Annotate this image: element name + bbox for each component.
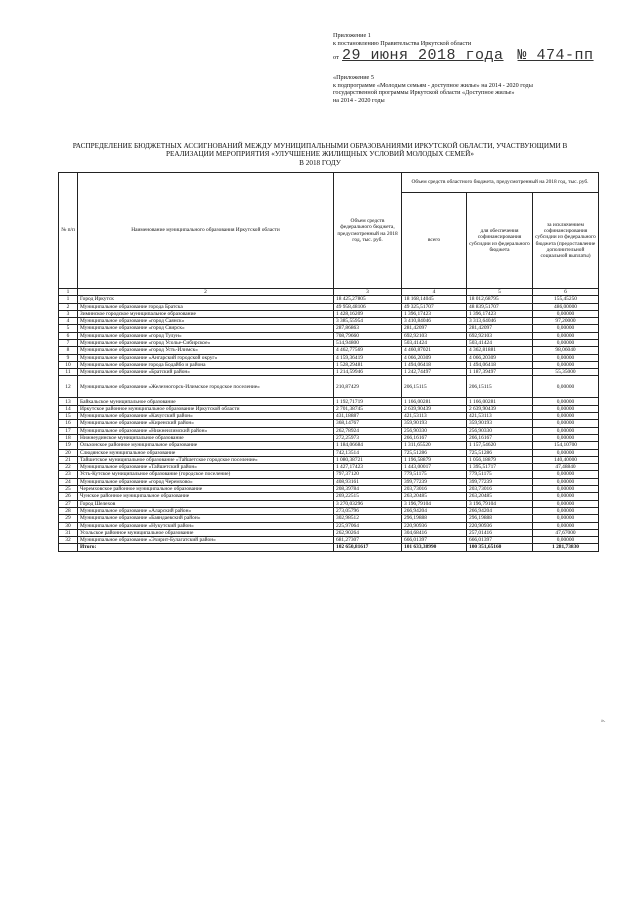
row-excluding: 0,00000 [533, 376, 599, 398]
row-regional-total: 779,51175 [402, 471, 467, 478]
row-municipality: Ольхонское районное муниципальное образование [78, 442, 334, 449]
row-excluding: 0,00000 [533, 515, 599, 522]
row-excluding: 140,40000 [533, 456, 599, 463]
total-regional: 101 633,38990 [402, 544, 467, 551]
row-municipality: Усть-Кутское муниципальное образование (городское поселение) [78, 471, 334, 478]
row-regional-total: 359,90193 [402, 420, 467, 427]
row-excluding: 0,00000 [533, 325, 599, 332]
row-municipality: Муниципальное образование «город Усть-Илимск» [78, 347, 334, 354]
annex-resolution-line: к постановлению Правительства Иркутской области [333, 40, 472, 47]
row-cofinance: 296,19888 [467, 515, 533, 522]
row-federal: 431,18887 [334, 413, 402, 420]
row-federal: 2 701,38745 [334, 405, 402, 412]
header-name: Наименование муниципального образования Иркутской области [78, 173, 334, 289]
row-municipality: Муниципальное образование «Качугский район» [78, 413, 334, 420]
total-excluding: 1 281,73830 [533, 544, 599, 551]
row-municipality: Нижнеудинское муниципальное образование [78, 434, 334, 441]
row-regional-total: 503,41424 [402, 339, 467, 346]
row-regional-total: 263,20485 [402, 493, 467, 500]
table-row [59, 486, 599, 493]
header-num: № п/п [59, 173, 78, 289]
row-municipality: Чунское районное муниципальное образование [78, 493, 334, 500]
row-federal: 1 427,17423 [334, 464, 402, 471]
total-cofinance: 100 351,65160 [467, 544, 533, 551]
row-cofinance: 692,92103 [467, 332, 533, 339]
title-line: В 2018 ГОДУ [299, 158, 341, 167]
table-row [59, 405, 599, 412]
header-total: всего [402, 193, 467, 289]
row-cofinance: 266,16167 [467, 434, 533, 441]
row-excluding: 0,00000 [533, 427, 599, 434]
annex-line: Приложение 1 [333, 32, 371, 39]
row-cofinance: 359,90193 [467, 420, 533, 427]
table-row [59, 296, 599, 303]
total-federal: 102 650,81617 [334, 544, 402, 551]
row-cofinance: 257,01416 [467, 529, 533, 536]
row-cofinance: 1 396,17423 [467, 310, 533, 317]
table-row [59, 434, 599, 441]
row-municipality: Слюдянское муниципальное образование [78, 449, 334, 456]
row-federal: 681,27307 [334, 537, 402, 544]
row-regional-total: 1 311,65520 [402, 442, 467, 449]
row-municipality: Муниципальное образование «город Свирск» [78, 325, 334, 332]
row-number: 9 [59, 354, 78, 361]
row-excluding: 98,06040 [533, 347, 599, 354]
header-cofinance: для обеспечения софинансирования субсидии из федерального бюджета [467, 193, 533, 289]
row-number: 1 [59, 296, 78, 303]
row-municipality: Муниципальное образование «Нижнеилимский район» [78, 427, 334, 434]
row-cofinance: 3 313,64046 [467, 318, 533, 325]
row-number: 27 [59, 500, 78, 507]
row-federal: 269,22515 [334, 493, 402, 500]
row-municipality: Муниципальное образование «Аларский район» [78, 507, 334, 514]
row-number: 13 [59, 398, 78, 405]
header-excluding: за исключением софинансирования субсидии из федерального бюджета (предоставление дополнительной социальной выплаты) [533, 193, 599, 289]
table-row [59, 347, 599, 354]
row-cofinance: 48 839,51707 [467, 303, 533, 310]
row-regional-total: 206,15115 [402, 376, 467, 398]
handwritten-number: № 474-пп [517, 47, 594, 64]
handwritten-date: 29 июня 2018 года [342, 47, 504, 64]
table-row [59, 376, 599, 398]
table-row [59, 354, 599, 361]
table-row [59, 500, 599, 507]
row-federal: 1 184,06684 [334, 442, 402, 449]
row-number: 3 [59, 310, 78, 317]
row-regional-total: 296,19888 [402, 515, 467, 522]
row-cofinance: 4 066,20309 [467, 354, 533, 361]
row-number: 17 [59, 427, 78, 434]
table-row [59, 493, 599, 500]
row-federal: 225,97064 [334, 522, 402, 529]
row-excluding: 0,00000 [533, 493, 599, 500]
row-excluding: 0,00000 [533, 434, 599, 441]
row-municipality: Город Иркутск [78, 296, 334, 303]
row-municipality: Муниципальное образование «Тайшетский район» [78, 464, 334, 471]
annex5-block [333, 74, 623, 104]
row-federal: 742,13514 [334, 449, 402, 456]
row-number: 10 [59, 361, 78, 368]
row-federal: 1 214,59946 [334, 369, 402, 376]
row-cofinance: 421,53113 [467, 413, 533, 420]
row-regional-total: 256,90330 [402, 427, 467, 434]
header-regional-group: Объем средств областного бюджета, предусмотренный на 2018 год, тыс. руб. [402, 173, 599, 193]
row-excluding: 0,00000 [533, 478, 599, 485]
row-number: 23 [59, 471, 78, 478]
row-municipality: Муниципальное образование «Нукутский район» [78, 522, 334, 529]
row-federal: 287,86863 [334, 325, 402, 332]
row-excluding: 0,00000 [533, 537, 599, 544]
row-number: 18 [59, 434, 78, 441]
row-municipality: Муниципальное образование «город Черемхово» [78, 478, 334, 485]
row-cofinance: 18 012,68795 [467, 296, 533, 303]
table-row [59, 427, 599, 434]
row-regional-total: 1 196,58879 [402, 456, 467, 463]
row-cofinance: 2 639,90439 [467, 405, 533, 412]
row-federal: 1 428,16209 [334, 310, 402, 317]
row-federal: 708,79660 [334, 332, 402, 339]
row-cofinance: 4 362,81881 [467, 347, 533, 354]
row-cofinance: 1 166,00281 [467, 398, 533, 405]
index-cell: 5 [467, 289, 533, 296]
row-excluding: 0,00000 [533, 500, 599, 507]
index-cell: 4 [402, 289, 467, 296]
row-federal: 272,25973 [334, 434, 402, 441]
total-label: Итого: [78, 544, 334, 551]
annex5-line: к подпрограмме «Молодым семьям - доступное жилье» на 2014 - 2020 годы [333, 81, 533, 89]
table-row [59, 369, 599, 376]
row-municipality: Байкальское муниципальное образование [78, 398, 334, 405]
row-excluding: 0,00000 [533, 420, 599, 427]
row-regional-total: 266,94204 [402, 507, 467, 514]
table-row [59, 449, 599, 456]
row-federal: 408,93161 [334, 478, 402, 485]
row-federal: 1 192,71719 [334, 398, 402, 405]
row-cofinance: 203,73016 [467, 486, 533, 493]
row-number: 15 [59, 413, 78, 420]
row-regional-total: 666,01397 [402, 537, 467, 544]
row-cofinance: 281,42097 [467, 325, 533, 332]
row-federal: 4 462,77569 [334, 347, 402, 354]
row-municipality: Муниципальное образование «Баяндаевский район» [78, 515, 334, 522]
row-municipality: Муниципальное образование «Ангарский городской округ» [78, 354, 334, 361]
row-number: 32 [59, 537, 78, 544]
row-municipality: Муниципальное образование «Эхирит-Булагатский район» [78, 537, 334, 544]
row-municipality: Муниципальное образование «город Усолье-Сибирское» [78, 339, 334, 346]
row-number: 12 [59, 376, 78, 398]
row-regional-total: 3 196,79104 [402, 500, 467, 507]
table-row [59, 303, 599, 310]
index-cell: 3 [334, 289, 402, 296]
row-excluding: 0,00000 [533, 405, 599, 412]
row-cofinance: 266,94204 [467, 507, 533, 514]
row-number: 2 [59, 303, 78, 310]
annex5-line: на 2014 - 2020 годы [333, 96, 385, 104]
row-number: 4 [59, 318, 78, 325]
row-number: 19 [59, 442, 78, 449]
table-row [59, 515, 599, 522]
row-cofinance: 779,51175 [467, 471, 533, 478]
annex-date-number [333, 49, 623, 63]
row-cofinance: 1 157,54620 [467, 442, 533, 449]
title-line: РАСПРЕДЕЛЕНИЕ БЮДЖЕТНЫХ АССИГНОВАНИЙ МЕЖДУ МУНИЦИПАЛЬНЫМИ ОБРАЗОВАНИЯМИ ИРКУТСКОЙ ОБЛАСТИ, УЧАСТВУЮЩИМИ В [72, 142, 568, 150]
row-excluding: 0,00000 [533, 413, 599, 420]
row-number: 28 [59, 507, 78, 514]
row-regional-total: 4 460,87021 [402, 347, 467, 354]
table-row [59, 507, 599, 514]
table-row [59, 361, 599, 368]
row-cofinance: 1 187,39497 [467, 369, 533, 376]
row-excluding: 47,67000 [533, 529, 599, 536]
row-excluding: 0,00000 [533, 354, 599, 361]
row-excluding: 486,00000 [533, 303, 599, 310]
row-regional-total: 1 494,06418 [402, 361, 467, 368]
row-number: 7 [59, 339, 78, 346]
row-federal: 262,90264 [334, 529, 402, 536]
table-row [59, 339, 599, 346]
row-number: 5 [59, 325, 78, 332]
row-regional-total: 18 168,14045 [402, 296, 467, 303]
row-number: 24 [59, 478, 78, 485]
row-federal: 1 080,38721 [334, 456, 402, 463]
row-number: 22 [59, 464, 78, 471]
row-municipality: Муниципальное образование «Железногорск-Илимское городское поселение» [78, 376, 334, 398]
row-excluding: 0,00000 [533, 332, 599, 339]
row-federal: 208,39784 [334, 486, 402, 493]
row-municipality: Город Шелехов [78, 500, 334, 507]
row-federal: 797,37120 [334, 471, 402, 478]
table-row [59, 522, 599, 529]
row-number: 14 [59, 405, 78, 412]
row-regional-total: 1 443,00017 [402, 464, 467, 471]
total-row [59, 544, 599, 551]
row-excluding: 0,00000 [533, 486, 599, 493]
row-excluding: 55,35000 [533, 369, 599, 376]
index-cell: 2 [78, 289, 334, 296]
row-federal: 273,05796 [334, 507, 402, 514]
row-regional-total: 1 242,74497 [402, 369, 467, 376]
row-number: 11 [59, 369, 78, 376]
row-number: 8 [59, 347, 78, 354]
row-number: 31 [59, 529, 78, 536]
row-regional-total: 3 410,84046 [402, 318, 467, 325]
row-cofinance: 1 056,18879 [467, 456, 533, 463]
row-cofinance: 263,20485 [467, 493, 533, 500]
row-excluding: 0,00000 [533, 522, 599, 529]
row-municipality: Муниципальное образование «Киренский район» [78, 420, 334, 427]
table-row [59, 325, 599, 332]
row-excluding: 0,00000 [533, 471, 599, 478]
row-cofinance: 256,90330 [467, 427, 533, 434]
row-number: 20 [59, 449, 78, 456]
row-cofinance: 3 196,79104 [467, 500, 533, 507]
row-federal: 262,78924 [334, 427, 402, 434]
row-excluding: 47,48840 [533, 464, 599, 471]
row-number: 21 [59, 456, 78, 463]
row-regional-total: 1 166,00281 [402, 398, 467, 405]
table-row [59, 398, 599, 405]
row-municipality: Тайшетское муниципальное образование «Тайшетское городское поселение» [78, 456, 334, 463]
row-regional-total: 49 325,51707 [402, 303, 467, 310]
total-num-cell [59, 544, 78, 551]
closing-quote-mark: ». [601, 718, 606, 724]
annex-block [333, 32, 623, 63]
row-cofinance: 206,15115 [467, 376, 533, 398]
row-number: 26 [59, 493, 78, 500]
index-cell: 6 [533, 289, 599, 296]
annex5-line: государственной программы Иркутской области «Доступное жилье» [333, 89, 515, 97]
row-federal: 3 385,55954 [334, 318, 402, 325]
row-municipality: Муниципальное образование «город Саянск» [78, 318, 334, 325]
row-municipality: Муниципальное образование города Бодайбо и района [78, 361, 334, 368]
row-federal: 368,14767 [334, 420, 402, 427]
table-row [59, 332, 599, 339]
row-regional-total: 1 396,17423 [402, 310, 467, 317]
row-excluding: 97,20000 [533, 318, 599, 325]
row-cofinance: 666,01397 [467, 537, 533, 544]
table-row [59, 529, 599, 536]
allocation-table [58, 172, 599, 552]
row-municipality: Усольское районное муниципальное образование [78, 529, 334, 536]
row-federal: 3 270,03296 [334, 500, 402, 507]
row-number: 29 [59, 515, 78, 522]
header-index-row [59, 289, 599, 296]
row-municipality: Зиминское городское муниципальное образование [78, 310, 334, 317]
row-excluding: 0,00000 [533, 339, 599, 346]
row-regional-total: 725,51286 [402, 449, 467, 456]
annex5-line: «Приложение 5 [333, 74, 374, 81]
table-row [59, 537, 599, 544]
row-excluding: 0,00000 [533, 507, 599, 514]
row-excluding: 0,00000 [533, 449, 599, 456]
table-row [59, 478, 599, 485]
table-row [59, 420, 599, 427]
row-cofinance: 725,51286 [467, 449, 533, 456]
row-federal: 302,98512 [334, 515, 402, 522]
row-regional-total: 399,77239 [402, 478, 467, 485]
row-regional-total: 220,90936 [402, 522, 467, 529]
table-row [59, 310, 599, 317]
row-federal: 49 958,48106 [334, 303, 402, 310]
header-federal: Объем средств федерального бюджета, предусмотренный на 2018 год, тыс. руб. [334, 173, 402, 289]
index-cell: 1 [59, 289, 78, 296]
row-regional-total: 692,92103 [402, 332, 467, 339]
row-regional-total: 266,16167 [402, 434, 467, 441]
row-number: 16 [59, 420, 78, 427]
row-cofinance: 220,90936 [467, 522, 533, 529]
row-cofinance: 1 395,51717 [467, 464, 533, 471]
document-title [40, 142, 600, 167]
row-municipality: Муниципальное образование «Братский район» [78, 369, 334, 376]
row-regional-total: 2 639,90439 [402, 405, 467, 412]
row-federal: 210,87429 [334, 376, 402, 398]
row-regional-total: 4 066,20309 [402, 354, 467, 361]
row-cofinance: 399,77239 [467, 478, 533, 485]
row-excluding: 0,00000 [533, 398, 599, 405]
table-row [59, 464, 599, 471]
title-line: РЕАЛИЗАЦИИ МЕРОПРИЯТИЯ «УЛУЧШЕНИЕ ЖИЛИЩНЫХ УСЛОВИЙ МОЛОДЫХ СЕМЕЙ» [166, 150, 474, 159]
row-municipality: Иркутское районное муниципальное образование Иркутской области [78, 405, 334, 412]
table-row [59, 318, 599, 325]
row-excluding: 0,00000 [533, 361, 599, 368]
table-row [59, 442, 599, 449]
row-cofinance: 503,41424 [467, 339, 533, 346]
row-federal: 4 159,36419 [334, 354, 402, 361]
annex-date-prefix: от [333, 54, 340, 61]
row-municipality: Черемховское районное муниципальное образование [78, 486, 334, 493]
row-number: 6 [59, 332, 78, 339]
row-municipality: Муниципальное образование «город Тулун» [78, 332, 334, 339]
row-municipality: Муниципальное образование города Братска [78, 303, 334, 310]
row-regional-total: 281,42097 [402, 325, 467, 332]
row-excluding: 154,10700 [533, 442, 599, 449]
row-regional-total: 421,53113 [402, 413, 467, 420]
row-regional-total: 203,73016 [402, 486, 467, 493]
row-cofinance: 1 494,06418 [467, 361, 533, 368]
row-federal: 514,94800 [334, 339, 402, 346]
table-row [59, 413, 599, 420]
row-number: 30 [59, 522, 78, 529]
row-excluding: 155,45250 [533, 296, 599, 303]
table-row [59, 471, 599, 478]
row-regional-total: 304,68416 [402, 529, 467, 536]
table-row [59, 456, 599, 463]
row-federal: 1 528,29481 [334, 361, 402, 368]
row-federal: 18 425,27805 [334, 296, 402, 303]
row-number: 25 [59, 486, 78, 493]
row-excluding: 0,00000 [533, 310, 599, 317]
